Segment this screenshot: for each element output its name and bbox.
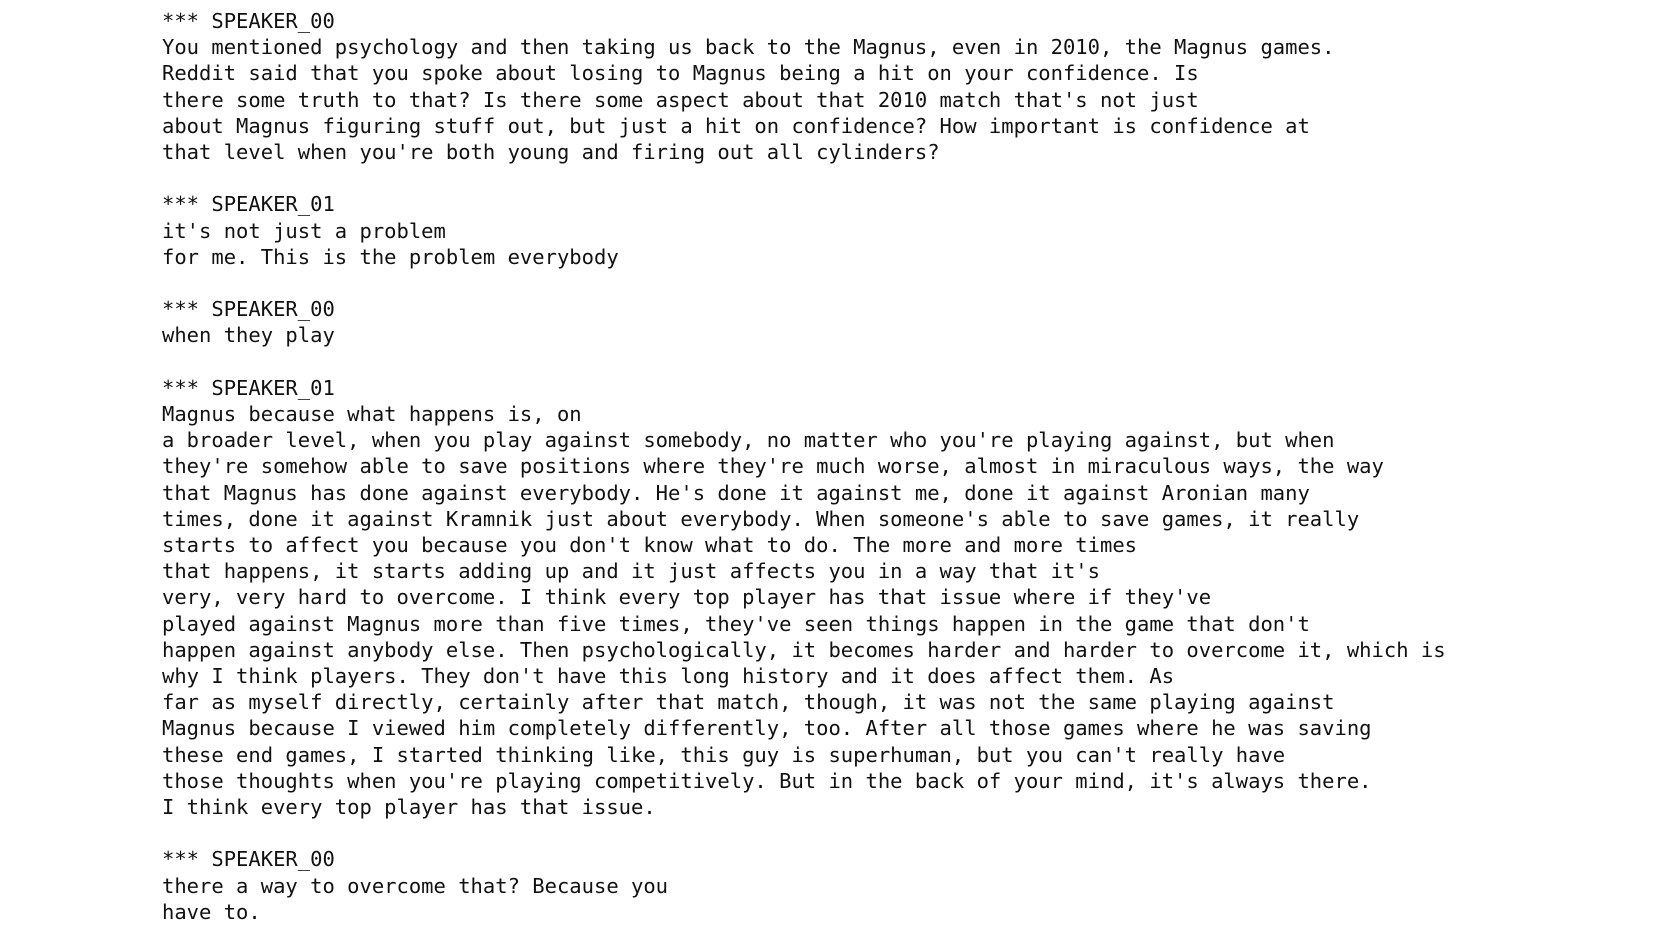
transcript-line: You mentioned psychology and then taking us back to the Magnus, even in 2010, the Magnus games. <box>162 35 1335 60</box>
transcript-line: Magnus because I viewed him completely differently, too. After all those games where he was saving <box>162 716 1372 741</box>
transcript-line: happen against anybody else. Then psychologically, it becomes harder and harder to overcome it, which is <box>162 637 1446 662</box>
speaker-turn <box>162 191 1662 270</box>
transcript-line: that Magnus has done against everybody. He's done it against me, done it against Aronian many <box>162 480 1310 505</box>
speaker-label: *** SPEAKER_00 <box>162 847 335 872</box>
transcript-line: played against Magnus more than five times, they've seen things happen in the game that don't <box>162 611 1310 636</box>
transcript-line: that happens, it starts adding up and it just affects you in a way that it's <box>162 559 1100 584</box>
transcript-line: why I think players. They don't have this long history and it does affect them. As <box>162 664 1175 689</box>
speaker-label: *** SPEAKER_00 <box>162 9 335 33</box>
transcript-line: very, very hard to overcome. I think every top player has that issue where if they've <box>162 585 1212 610</box>
speaker-turn <box>162 296 1662 348</box>
speaker-turn <box>162 846 1662 925</box>
transcript-line: about Magnus figuring stuff out, but just a hit on confidence? How important is confidence at <box>162 113 1310 138</box>
transcript-line: they're somehow able to save positions where they're much worse, almost in miraculous ways, the way <box>162 454 1384 479</box>
speaker-label: *** SPEAKER_00 <box>162 297 335 322</box>
transcript-line: these end games, I started thinking like, this guy is superhuman, but you can't really have <box>162 742 1286 767</box>
speaker-turn <box>162 375 1662 820</box>
speaker-label: *** SPEAKER_01 <box>162 192 335 217</box>
transcript-line: that level when you're both young and firing out all cylinders? <box>162 140 940 165</box>
transcript-line: have to. <box>162 899 261 924</box>
transcript-line: starts to affect you because you don't know what to do. The more and more times <box>162 533 1138 558</box>
transcript-line: those thoughts when you're playing competitively. But in the back of your mind, it's always there. <box>162 768 1372 793</box>
transcript-line: a broader level, when you play against somebody, no matter who you're playing against, but when <box>162 428 1335 453</box>
transcript-line: far as myself directly, certainly after that match, though, it was not the same playing against <box>162 690 1335 715</box>
transcript-line: I think every top player has that issue. <box>162 795 656 820</box>
transcript-line: for me. This is the problem everybody <box>162 244 619 269</box>
transcript <box>162 8 1662 925</box>
transcript-line: Reddit said that you spoke about losing to Magnus being a hit on your confidence. Is <box>162 61 1199 86</box>
speaker-turn <box>162 8 1662 165</box>
transcript-line: there a way to overcome that? Because you <box>162 873 669 898</box>
speaker-label: *** SPEAKER_01 <box>162 375 335 400</box>
transcript-line: it's not just a problem <box>162 218 446 243</box>
transcript-line: when they play <box>162 323 335 348</box>
transcript-line: Magnus because what happens is, on <box>162 402 582 426</box>
transcript-line: there some truth to that? Is there some aspect about that 2010 match that's not just <box>162 87 1199 112</box>
transcript-line: times, done it against Kramnik just about everybody. When someone's able to save games, it really <box>162 506 1360 531</box>
